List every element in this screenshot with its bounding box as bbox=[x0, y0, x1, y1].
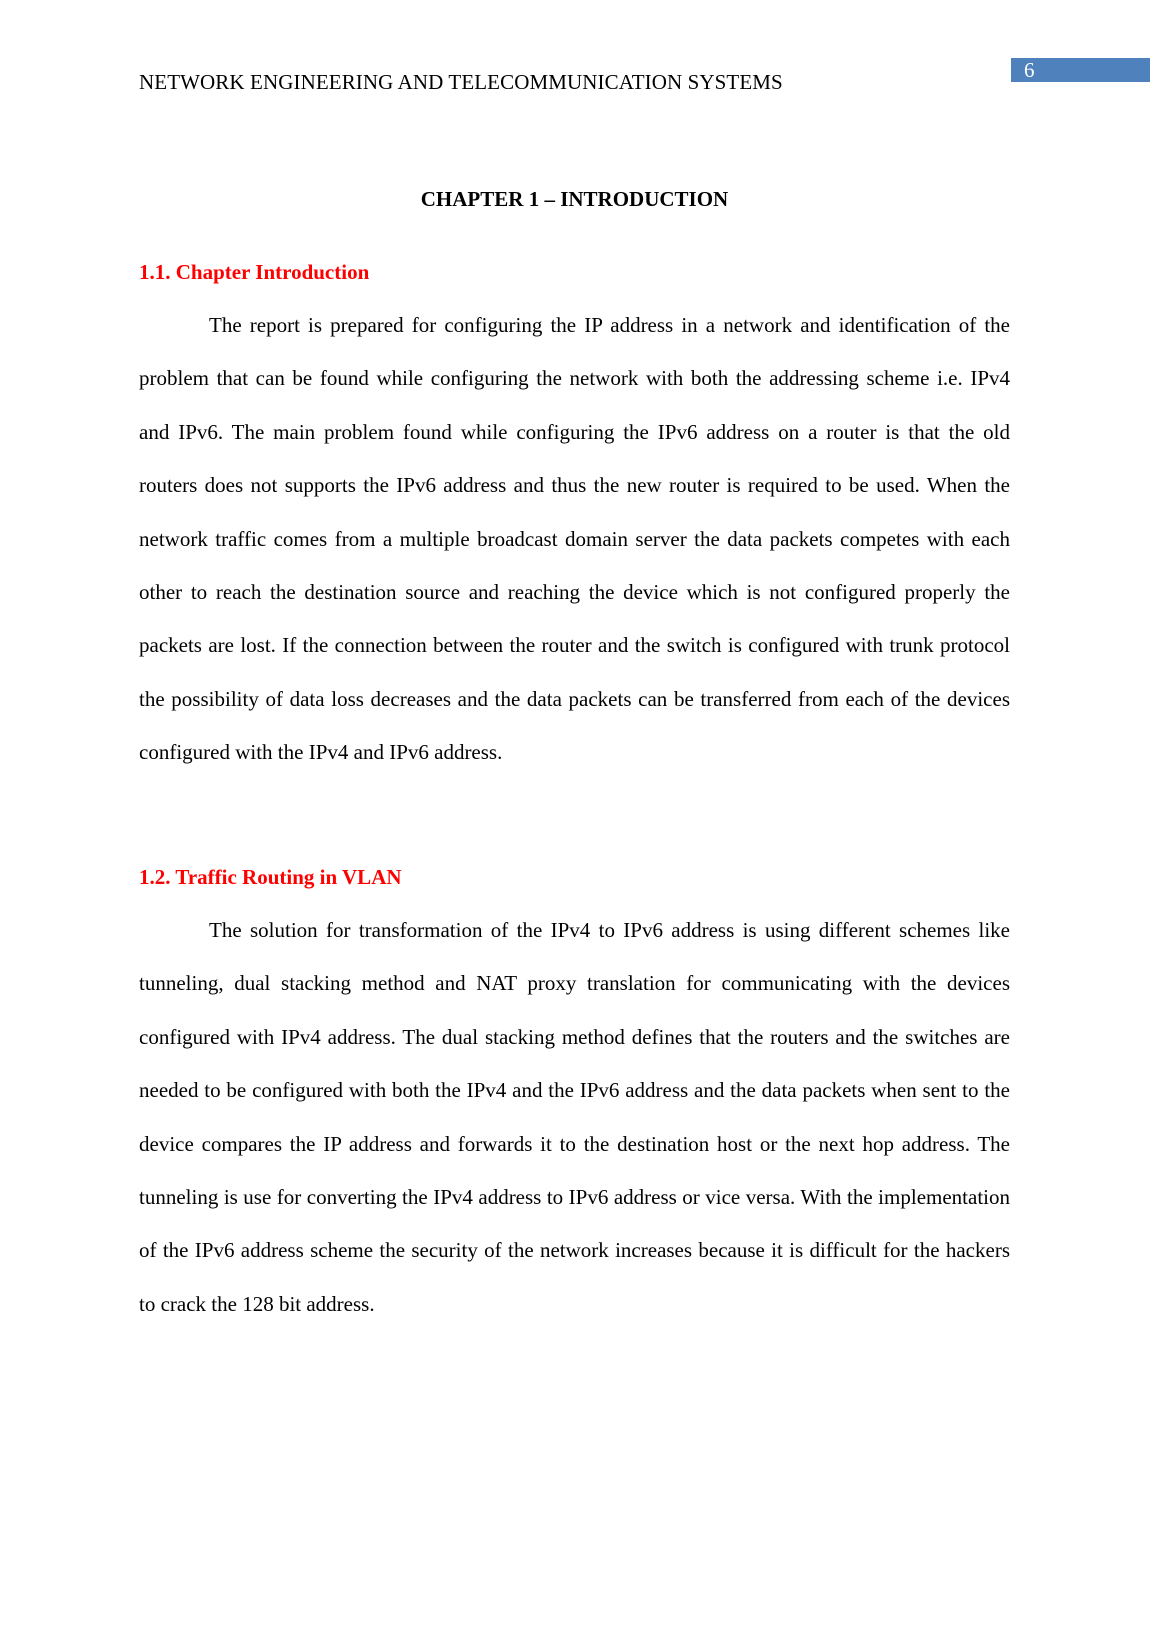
running-header-title: NETWORK ENGINEERING AND TELECOMMUNICATION SYSTEMS bbox=[139, 70, 783, 94]
section-heading-chapter-introduction: 1.1. Chapter Introduction bbox=[139, 260, 370, 284]
section-heading-traffic-routing-in-vlan: 1.2. Traffic Routing in VLAN bbox=[139, 865, 402, 889]
section-body-chapter-introduction: The report is prepared for configuring the IP address in a network and identification of the problem that can be found while configuring the network with both the addressing scheme i.e. IPv4 and IPv6. The main problem found while configuring the IPv6 address on a router is that the old routers does not supports the IPv6 address and thus the new router is required to be used. When the network traffic comes from a multiple broadcast domain server the data packets competes with each other to reach the destination source and reaching the device which is not configured properly the packets are lost. If the connection between the router and the switch is configured with trunk protocol the possibility of data loss decreases and the data packets can be transferred from each of the devices configured with the IPv4 and IPv6 address. bbox=[139, 313, 1010, 765]
section-body-traffic-routing-in-vlan: The solution for transformation of the IPv4 to IPv6 address is using different schemes like tunneling, dual stacking method and NAT proxy translation for communicating with the devices configured with IPv4 address. The dual stacking method defines that the routers and the switches are needed to be configured with both the IPv4 and the IPv6 address and the data packets when sent to the device compares the IP address and forwards it to the destination host or the next hop address. The tunneling is use for converting the IPv4 address to IPv6 address or vice versa. With the implementation of the IPv6 address scheme the security of the network increases because it is difficult for the hackers to crack the 128 bit address. bbox=[139, 918, 1010, 1316]
chapter-title: CHAPTER 1 – INTRODUCTION bbox=[420, 187, 729, 211]
page-number: 6 bbox=[1024, 58, 1035, 82]
